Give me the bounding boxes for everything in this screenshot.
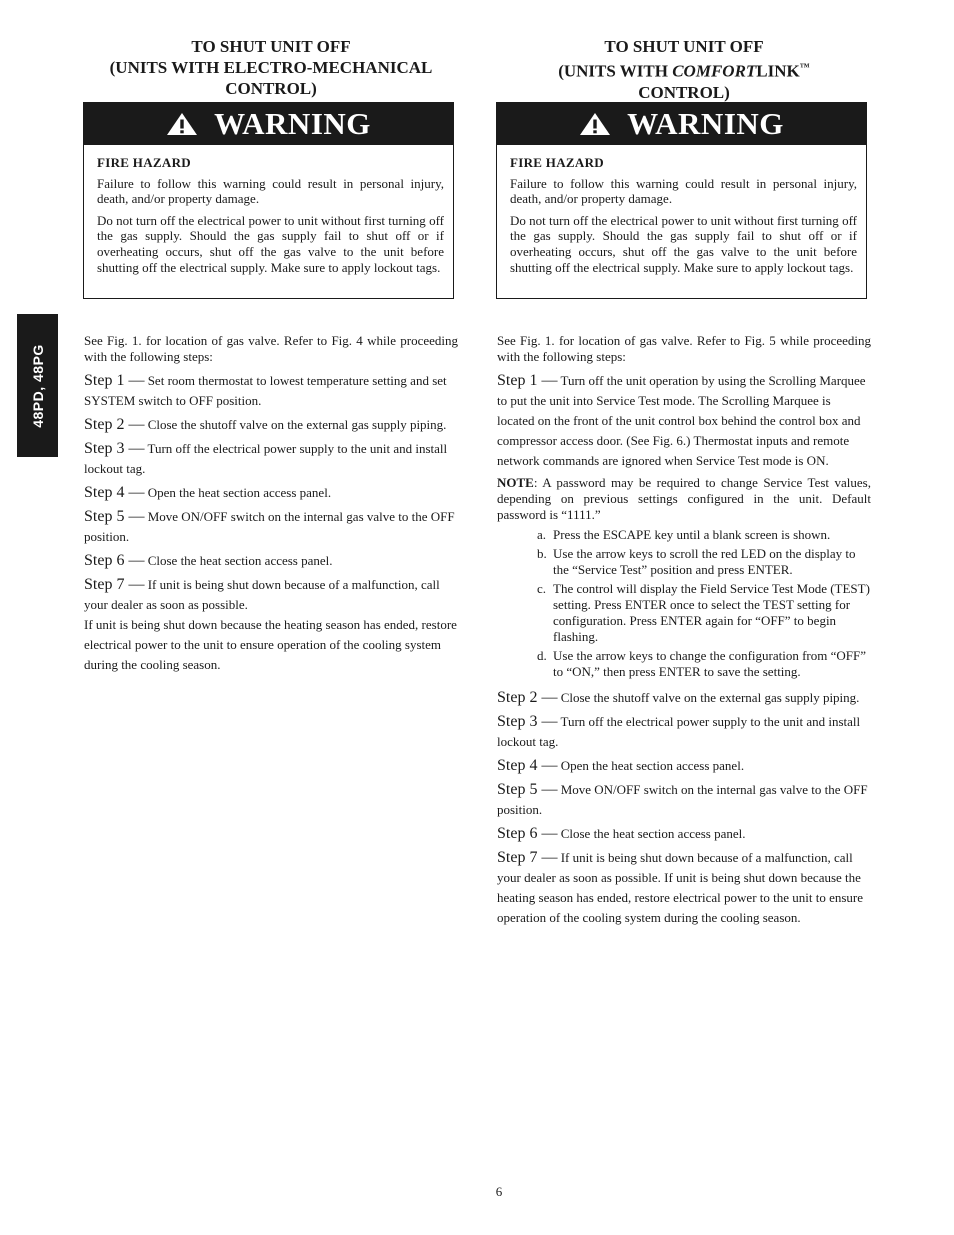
left-intro: See Fig. 1. for location of gas valve. Refer to Fig. 4 while proceeding with the following steps: (84, 333, 458, 364)
right-warning-body (497, 145, 866, 275)
right-step-1: Step 1 — Turn off the unit operation by using the Scrolling Marquee to put the unit into Service Test mode. The Scrolling Marquee is located on the front of the unit control box behind the control box and compressor access door. (See Fig. 6.) Thermostat inputs and remote network commands are ignored when Service Test mode is ON. (497, 372, 866, 468)
right-warning-p1: Failure to follow this warning could result in personal injury, death, and/or property damage. (510, 175, 857, 207)
list-item: b. Use the arrow keys to scroll the red LED on the display to the “Service Test” position and press ENTER. (537, 546, 856, 577)
right-step-3: Step 3 — Turn off the electrical power supply to the unit and install lockout tag. (497, 713, 861, 749)
left-title-line-1: TO SHUT UNIT OFF (191, 37, 351, 56)
right-warning-label: WARNING (627, 106, 784, 141)
left-step-1: Step 1 — Set room thermostat to lowest temperature setting and set SYSTEM switch to OFF position. (84, 372, 447, 408)
right-step-5: Step 5 — Move ON/OFF switch on the internal gas valve to the OFF position. (497, 781, 868, 817)
left-warning-body (84, 145, 453, 275)
side-tab-label: 48PD, 48PG (29, 343, 46, 428)
left-title-line-3: CONTROL) (225, 79, 317, 98)
right-warning-p2: Do not turn off the electrical power to unit without first turning off the gas supply. Should the gas supply fail to shut off or if overheating occurs, shut off the gas valve to the unit before shutting off the electrical supply. Make sure to apply lockout tags. (510, 212, 857, 275)
right-section-title (497, 36, 871, 102)
right-body (497, 333, 871, 928)
right-note: NOTE: A password may be required to change Service Test values, depending on previous settings configured in the unit. Default password is “1111.” (497, 475, 871, 522)
list-item: c. The control will display the Field Service Test Mode (TEST) setting. Press ENTER once to select the TEST setting for configuration. Press ENTER again for “OFF” to begin flashing. (537, 581, 870, 644)
left-title-line-2: (UNITS WITH ELECTRO-MECHANICAL (109, 58, 433, 77)
left-warning-label: WARNING (214, 106, 371, 141)
right-title-line-1: TO SHUT UNIT OFF (604, 37, 764, 56)
left-warning-box (83, 102, 454, 299)
right-step-7: Step 7 — If unit is being shut down because of a malfunction, call your dealer as soon as possible. If unit is being shut down because the heating season has ended, restore electrical power to the unit to ensure operation of the cooling system during the cooling season. (497, 849, 864, 925)
right-step-6: Step 6 — Close the heat section access panel. (497, 825, 746, 842)
left-body (84, 333, 458, 675)
left-step-5: Step 5 — Move ON/OFF switch on the internal gas valve to the OFF position. (84, 508, 455, 544)
left-step-3: Step 3 — Turn off the electrical power supply to the unit and install lockout tag. (84, 440, 448, 476)
left-hazard-title: FIRE HAZARD (97, 155, 191, 170)
list-item: d. Use the arrow keys to change the configuration from “OFF” to “ON,” then press ENTER to save the setting. (537, 648, 866, 679)
right-intro: See Fig. 1. for location of gas valve. Refer to Fig. 5 while proceeding with the following steps: (497, 333, 871, 364)
right-warning-header (497, 103, 866, 145)
list-item: a. Press the ESCAPE key until a blank screen is shown. (537, 527, 831, 542)
left-warning-header (84, 103, 453, 145)
page-number: 6 (495, 1184, 503, 1199)
left-section-title (84, 36, 458, 102)
right-hazard-title: FIRE HAZARD (510, 155, 604, 170)
left-column (84, 36, 458, 675)
left-step-7: Step 7 — If unit is being shut down because of a malfunction, call your dealer as soon as possible. (84, 576, 440, 612)
right-title-line-2: (UNITS WITH COMFORTLINK™ (558, 61, 810, 81)
right-step-2: Step 2 — Close the shutoff valve on the external gas supply piping. (497, 689, 860, 706)
right-warning-box (496, 102, 867, 299)
right-column (497, 36, 871, 932)
left-step-6: Step 6 — Close the heat section access panel. (84, 552, 333, 569)
left-step-4: Step 4 — Open the heat section access panel. (84, 484, 332, 501)
left-closing: If unit is being shut down because the heating season has ended, restore electrical power to the unit to ensure operation of the cooling system during the cooling season. (84, 617, 457, 672)
right-title-line-3: CONTROL) (638, 82, 730, 102)
left-step-2: Step 2 — Close the shutoff valve on the external gas supply piping. (84, 416, 447, 433)
warning-triangle-icon (166, 112, 198, 136)
side-tab (17, 314, 58, 457)
left-warning-p1: Failure to follow this warning could result in personal injury, death, and/or property damage. (97, 175, 444, 207)
right-step-4: Step 4 — Open the heat section access panel. (497, 757, 745, 774)
warning-triangle-icon (579, 112, 611, 136)
right-substeps (497, 527, 871, 680)
left-warning-p2: Do not turn off the electrical power to unit without first turning off the gas supply. Should the gas supply fail to shut off or if overheating occurs, shut off the gas valve to the unit before shutting off the electrical supply. Make sure to apply lockout tags. (97, 212, 444, 275)
